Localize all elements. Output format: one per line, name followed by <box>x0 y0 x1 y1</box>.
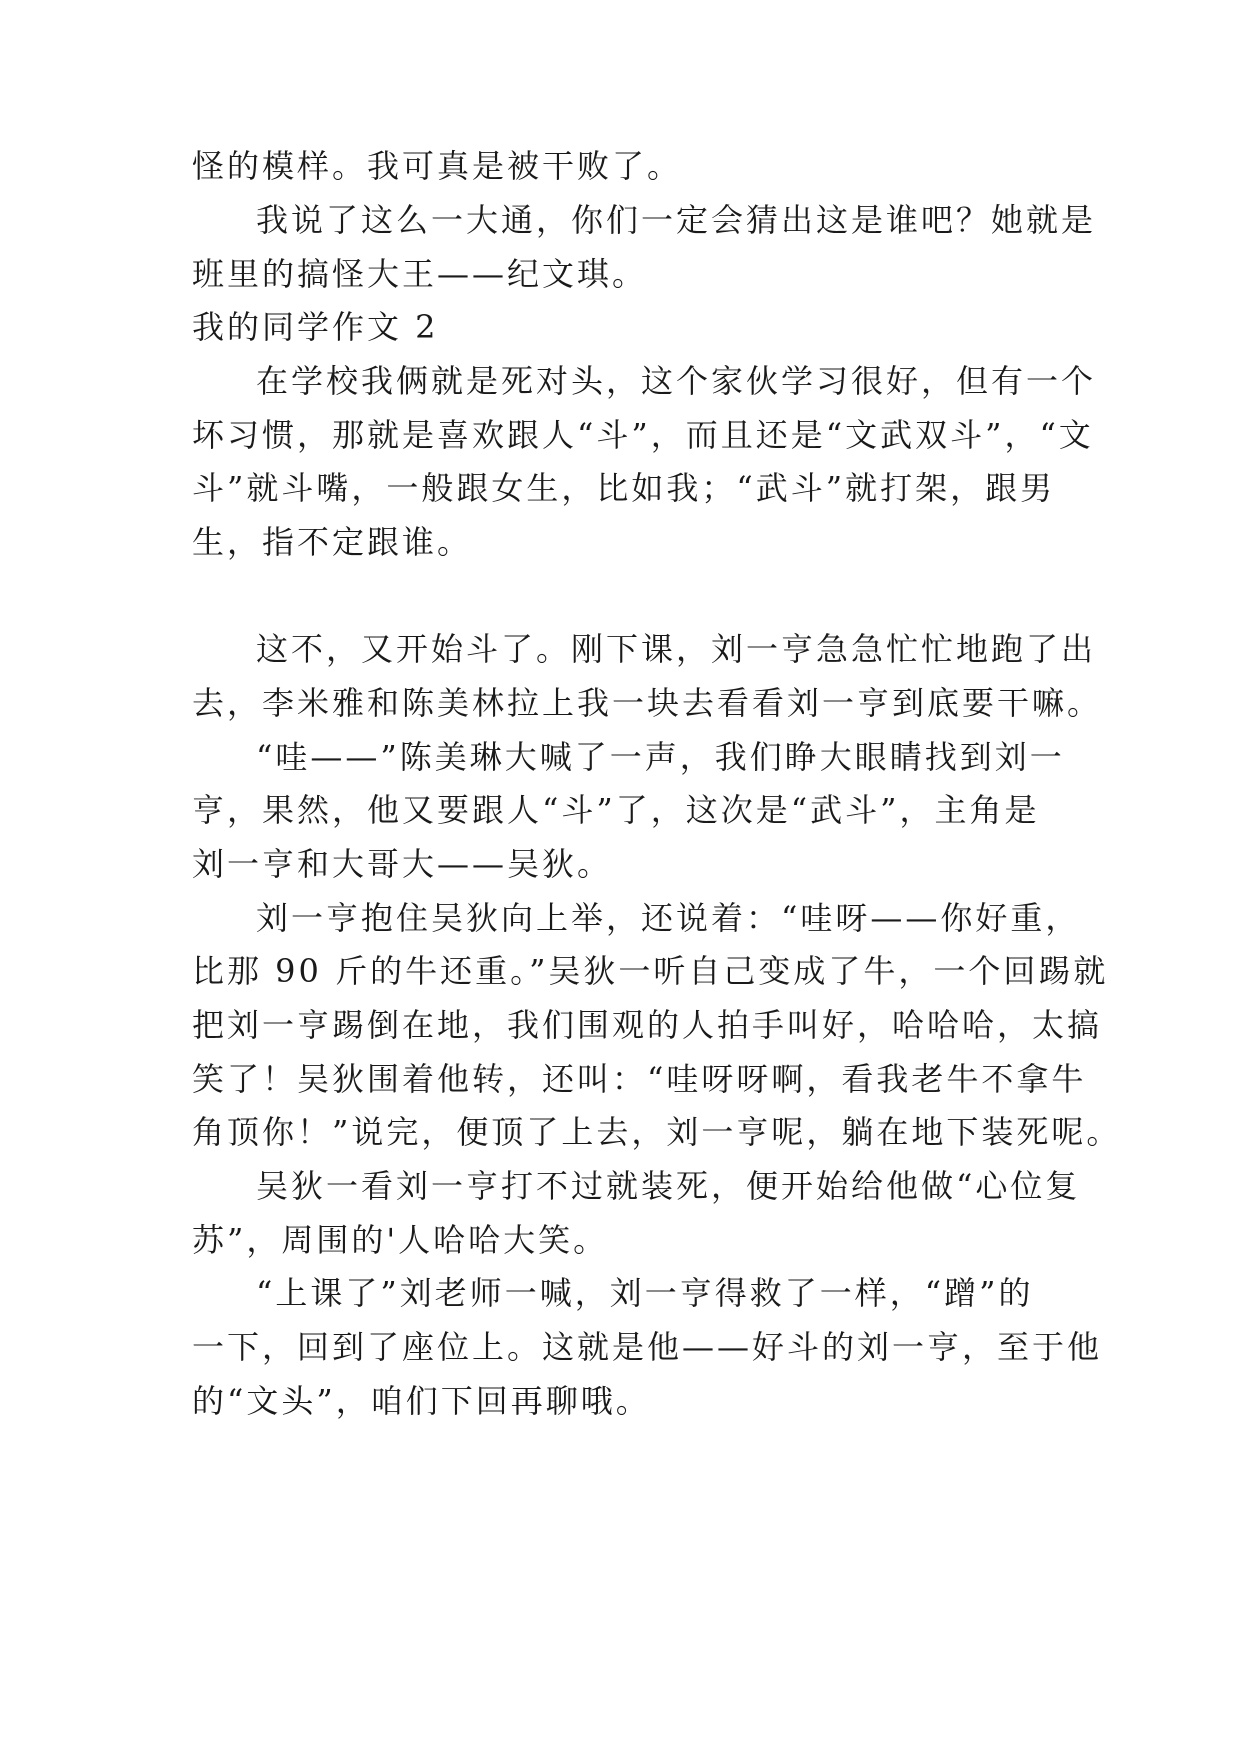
text-line: 坏习惯，那就是喜欢跟人“斗”，而且还是“文武双斗”，“文 <box>192 416 1094 454</box>
text-line: “上课了”刘老师一喊，刘一亨得救了一样，“蹭”的 <box>256 1274 1034 1312</box>
text-line: 这不，又开始斗了。刚下课，刘一亨急急忙忙地跑了出 <box>256 630 1097 668</box>
text-line: 斗”就斗嘴，一般跟女生，比如我；“武斗”就打架，跟男 <box>192 469 1056 507</box>
text-line: 我说了这么一大通，你们一定会猜出这是谁吧？她就是 <box>256 201 1097 239</box>
text-line: “哇——”陈美琳大喊了一声，我们睁大眼睛找到刘一 <box>256 738 1065 776</box>
text-line: 班里的搞怪大王——纪文琪。 <box>192 255 648 293</box>
text-line: 角顶你！”说完，便顶了上去，刘一亨呢，躺在地下装死呢。 <box>192 1113 1122 1151</box>
text-line: 刘一亨和大哥大——吴狄。 <box>192 845 613 883</box>
text-line: 怪的模样。我可真是被干败了。 <box>192 147 683 185</box>
text-line: 吴狄一看刘一亨打不过就装死，便开始给他做“心位复 <box>256 1167 1081 1205</box>
text-line: 去，李米雅和陈美林拉上我一块去看看刘一亨到底要干嘛。 <box>192 684 1103 722</box>
text-line: 笑了！吴狄围着他转，还叫：“哇呀呀啊，看我老牛不拿牛 <box>192 1060 1087 1098</box>
text-line: 把刘一亨踢倒在地，我们围观的人拍手叫好，哈哈哈，太搞 <box>192 1006 1103 1044</box>
text-line: 一下，回到了座位上。这就是他——好斗的刘一亨，至于他 <box>192 1328 1103 1366</box>
text-line: 的“文头”，咱们下回再聊哦。 <box>192 1382 651 1420</box>
section-heading: 我的同学作文 2 <box>192 308 439 346</box>
text-line: 亨，果然，他又要跟人“斗”了，这次是“武斗”，主角是 <box>192 791 1040 829</box>
text-line: 刘一亨抱住吴狄向上举，还说着：“哇呀——你好重， <box>256 899 1081 937</box>
text-line: 比那 90 斤的牛还重。”吴狄一听自己变成了牛，一个回踢就 <box>192 952 1109 990</box>
text-line: 在学校我俩就是死对头，这个家伙学习很好，但有一个 <box>256 362 1097 400</box>
text-line: 苏”，周围的'人哈哈大笑。 <box>192 1221 609 1259</box>
text-line: 生，指不定跟谁。 <box>192 523 473 561</box>
